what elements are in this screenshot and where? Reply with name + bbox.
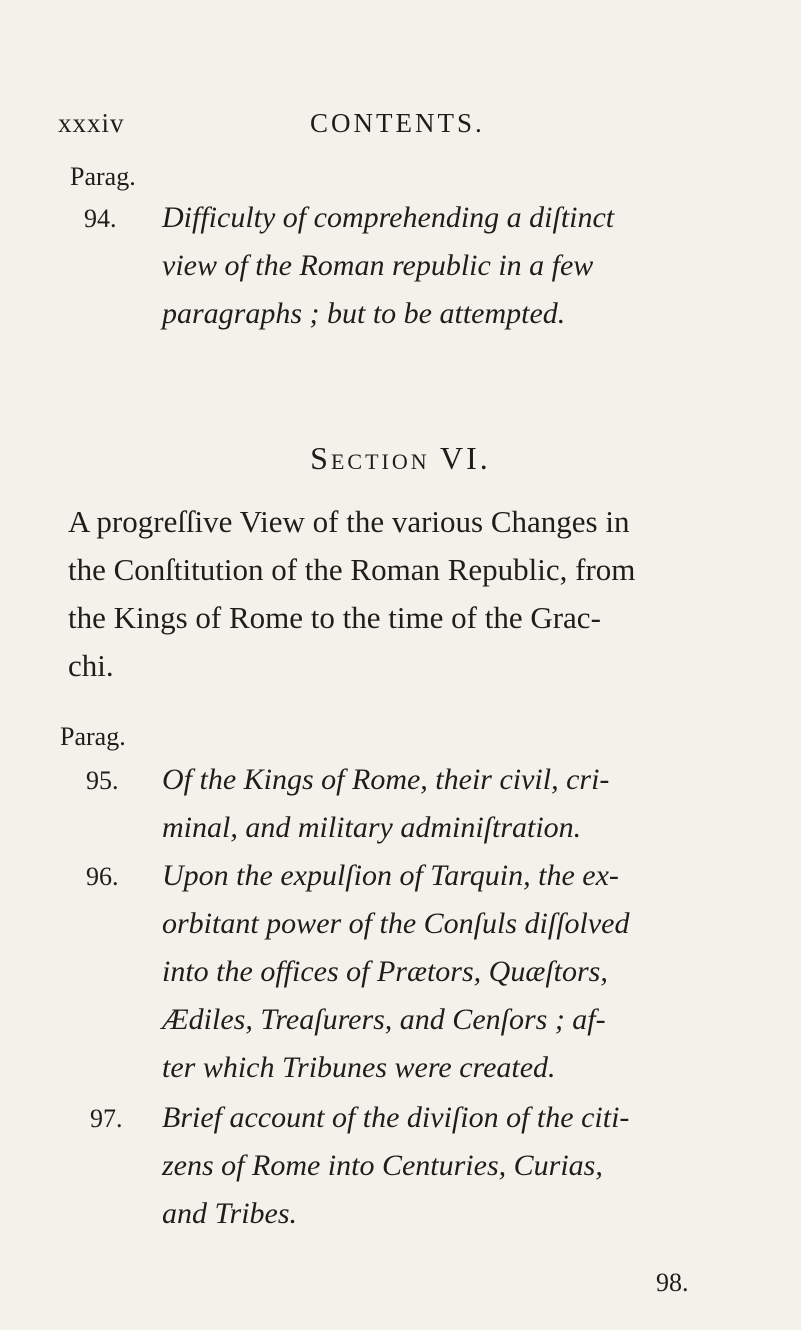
parag-label: Parag. [60,722,126,751]
section-description [68,498,738,690]
entry-number: 94. [84,204,117,233]
entry-line: orbitant power of the Conſuls diſſolved [162,907,630,940]
description-line: chi. [68,648,114,683]
entry-line: zens of Rome into Centuries, Curias, [162,1149,603,1182]
entry-line: and Tribes. [162,1197,298,1230]
entry-line: Ædiles, Treaſurers, and Cenſors ; af- [162,1003,606,1036]
entry-line: Brief account of the diviſion of the citi- [162,1101,630,1134]
entry-97-text [162,1094,762,1238]
description-line: the Conſtitution of the Roman Republic, from [68,552,636,587]
entry-line: Difficulty of comprehending a diſtinct [162,201,615,234]
entry-96-text [162,852,762,1092]
entry-line: Upon the expulſion of Tarquin, the ex- [162,859,619,892]
entry-94-text [162,194,762,338]
catchword: 98. [656,1268,689,1297]
entry-line: paragraphs ; but to be attempted. [162,297,566,330]
parag-label: Parag. [70,162,136,191]
section-heading: Section VI. [310,440,491,476]
entry-line: view of the Roman republic in a few [162,249,594,282]
entry-number: 95. [86,766,119,795]
entry-number: 96. [86,862,119,891]
running-head [58,108,758,148]
entry-line: minal, and military adminiſtration. [162,811,582,844]
entry-line: ter which Tribunes were created. [162,1051,556,1084]
description-line: the Kings of Rome to the time of the Grac- [68,600,601,635]
description-line: A progreſſive View of the various Changes in [68,504,630,539]
entry-line: into the offices of Prætors, Quæſtors, [162,955,608,988]
entry-95-text [162,756,762,852]
page-title: CONTENTS. [310,108,485,138]
entry-number: 97. [90,1104,123,1133]
entry-line: Of the Kings of Rome, their civil, cri- [162,763,610,796]
page-folio: xxxiv [58,108,125,138]
